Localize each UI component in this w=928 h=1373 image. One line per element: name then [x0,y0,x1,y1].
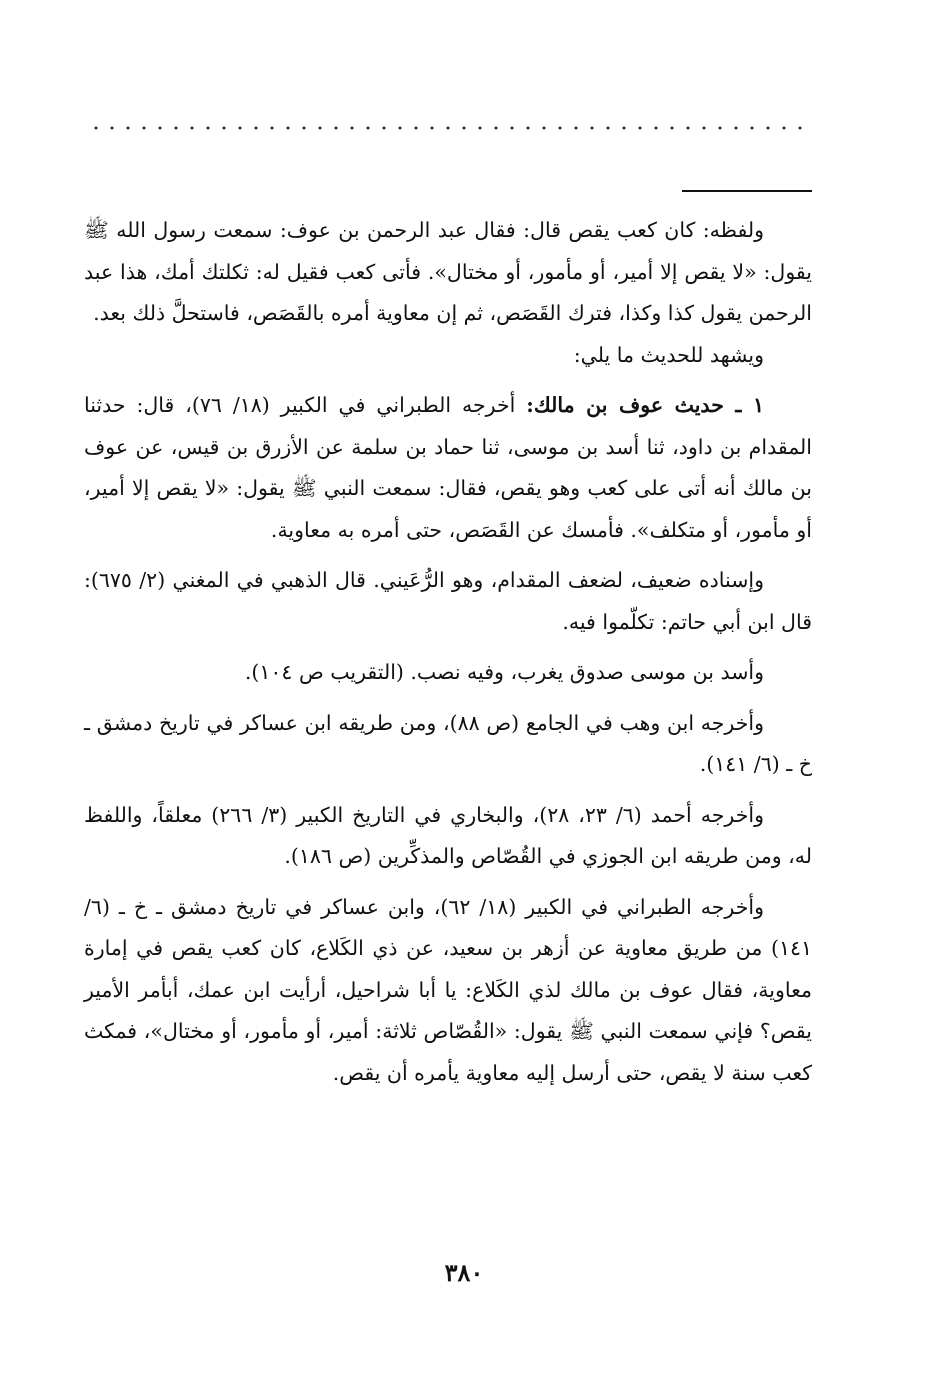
hadith-one-heading: ١ ـ حديث عوف بن مالك: [526,393,764,417]
footnote-rule [682,190,812,192]
paragraph-asad-ibn-musa: وأسد بن موسى صدوق يغرب، وفيه نصب. (التقريب ص ١٠٤). [244,660,764,684]
page-number: ٣٨٠ [444,1258,484,1287]
paragraph-isnad-weak: وإسناده ضعيف، لضعف المقدام، وهو الرُّعَيني. قال الذهبي في المغني (٢/ ٦٧٥): قال ابن أبي حاتم: تكلّموا فيه. [84,568,812,634]
paragraph-ibn-wahb: وأخرجه ابن وهب في الجامع (ص ٨٨)، ومن طريقه ابن عساكر في تاريخ دمشق ـ خ ـ (٦/ ١٤١). [84,710,812,776]
paragraph-supporting-intro: ويشهد للحديث ما يلي: [573,342,764,367]
dotted-separator [88,124,812,132]
hadith-one-text: أخرجه الطبراني في الكبير (١٨/ ٧٦)، قال: حدثنا المقدام بن داود، ثنا أسد بن موسى، ثنا حماد بن سلمة عن الأزرق بن قيس، عن عوف بن مالك أنه أتى على كعب وهو يقص، فقال: سمعت النبي ﷺ يقول: «لا يقص إلا أمير، أو مأمور، أو متكلف». فأمسك عن القَصَص، حتى أمره به معاوية. [84,393,812,542]
paragraph-wording: ولفظه: كان كعب يقص قال: فقال عبد الرحمن بن عوف: سمعت رسول الله ﷺ يقول: «لا يقص إلا أمير، أو مأمور، أو مختال». فأتى كعب فقيل له: ثكلتك أمك، هذا عبد الرحمن يقول كذا وكذا، فترك القَصَص، ثم إن معاوية أمره بالقَصَص، فاستحلَّ ذلك بعد. [84,218,812,325]
paragraph-tabarani-ibn-asakir: وأخرجه الطبراني في الكبير (١٨/ ٦٢)، وابن عساكر في تاريخ دمشق ـ خ ـ (٦/ ١٤١) من طريق معاوية عن أزهر بن سعيد، عن ذي الكَلاع، كان كعب يقص في إمارة معاوية، فقال عوف بن مالك لذي الكَلاع: يا أبا شراحيل، أرأيت ابن عمك، أبأمر الأمير يقص؟ فإني سمعت النبي ﷺ يقول: «القُصّاص ثلاثة: أمير، أو مأمور، أو مختال»، فمكث كعب سنة لا يقص، حتى أرسل إليه معاوية يأمره أن يقص. [84,894,812,1085]
paragraph-hadith-one [84,385,812,551]
paragraph-ahmad-bukhari: وأخرجه أحمد (٦/ ٢٣، ٢٨)، والبخاري في التاريخ الكبير (٣/ ٢٦٦) معلقاً، واللفظ له، ومن طريقه ابن الجوزي في القُصّاص والمذكِّرين (ص ١٨٦). [84,802,812,868]
footnote-body [84,210,812,1094]
